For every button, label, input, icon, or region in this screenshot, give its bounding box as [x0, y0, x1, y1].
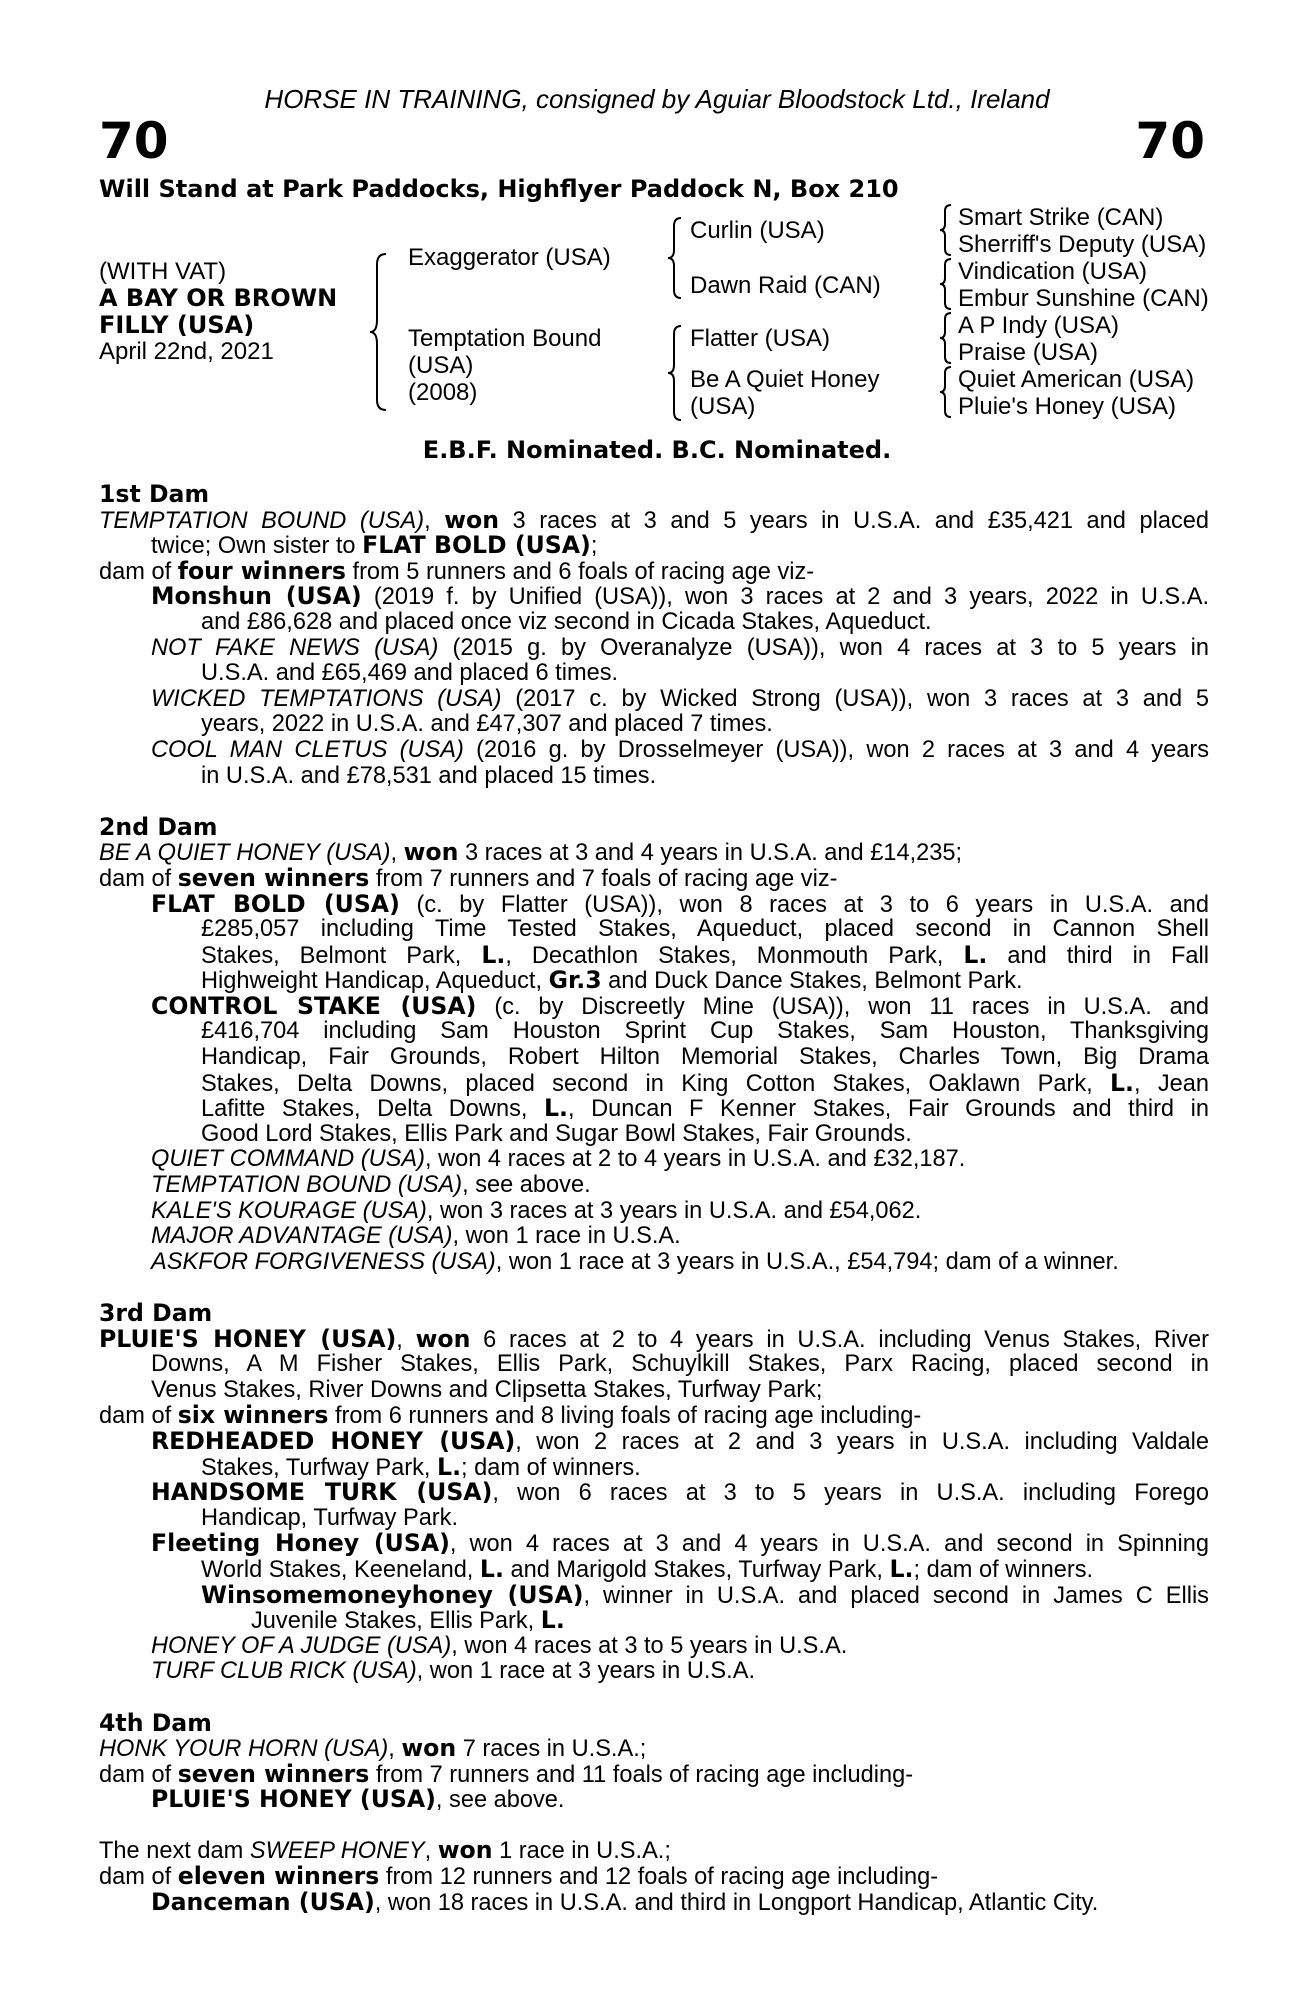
text-run: Lafitte Stakes, Delta Downs,	[201, 1096, 545, 1122]
lot-number-right: 70	[1135, 112, 1205, 170]
text-run: ; dam of winners.	[461, 1454, 641, 1481]
pedigree-g1: Smart Strike (CAN)	[958, 204, 1164, 231]
text-run: (2015 g. by Overanalyze (USA)), won 4 races at 3 to 5 years in	[438, 635, 1209, 661]
text-run: 7 races in U.S.A.;	[456, 1736, 647, 1763]
entry-line	[99, 610, 1209, 636]
text-run: The next dam	[99, 1838, 250, 1865]
second-dam-heading: 2nd Dam	[99, 812, 218, 841]
text-run: ,	[390, 840, 404, 867]
text-run: , won 1 race at 3 years in U.S.A., £54,794; dam of a winner.	[495, 1248, 1119, 1275]
text-run: NOT FAKE NEWS (USA)	[151, 635, 439, 661]
text-run: FLAT BOLD (USA)	[151, 891, 400, 918]
text-run: dam of	[99, 1864, 178, 1891]
text-run: REDHEADED HONEY (USA)	[151, 1428, 516, 1455]
entry-line	[99, 1019, 1209, 1045]
text-run: ,	[424, 507, 445, 534]
text-run: Handicap, Fair Grounds, Robert Hilton Memorial Stakes, Charles Town, Big Drama	[201, 1045, 1209, 1071]
text-run: , see above.	[462, 1172, 591, 1199]
text-run: won	[444, 507, 499, 534]
entry-line	[99, 1224, 1209, 1250]
pedigree-brace-g2	[938, 257, 954, 311]
text-run: L.	[889, 1554, 914, 1583]
foaling-date: April 22nd, 2021	[99, 338, 274, 365]
entry-line	[99, 1554, 1209, 1583]
text-run: L.	[1109, 1070, 1134, 1097]
pedigree-g6: Praise (USA)	[958, 339, 1099, 366]
pedigree-g4: Embur Sunshine (CAN)	[958, 285, 1209, 312]
pedigree-dam-sire: Flatter (USA)	[690, 325, 831, 352]
text-run: Winsomemoneyhoney (USA)	[201, 1582, 584, 1609]
entry-line	[99, 1659, 1209, 1685]
text-run: HONEY OF A JUDGE (USA)	[151, 1632, 452, 1659]
text-run: won	[415, 1326, 471, 1353]
entry-line	[99, 1327, 1209, 1353]
text-run: six winners	[177, 1401, 329, 1430]
entry-line	[99, 661, 1209, 687]
text-run: from 6 runners and 8 living foals of racing age including-	[328, 1403, 922, 1430]
entry-line	[99, 1759, 1209, 1788]
text-run: , won 4 races at 3 and 4 years in U.S.A. and second in Spinning	[449, 1531, 1209, 1557]
first-dam-section	[99, 508, 1209, 790]
text-run: Good Lord Stakes, Ellis Park and Sugar Bowl Stakes, Fair Grounds.	[201, 1120, 912, 1147]
pedigree-sire-sire: Curlin (USA)	[690, 217, 825, 244]
fourth-dam-heading: 4th Dam	[99, 1708, 212, 1737]
pedigree-g3: Vindication (USA)	[958, 258, 1147, 285]
horse-description-line1: A BAY OR BROWN	[99, 284, 338, 312]
entry-line	[99, 1250, 1209, 1276]
pedigree-dam-line3: (2008)	[408, 379, 478, 406]
text-run: £416,704 including Sam Houston Sprint Cup Stakes, Sam Houston, Thanksgiving	[201, 1019, 1209, 1045]
text-run: Downs, A M Fisher Stakes, Ellis Park, Schuylkill Stakes, Parx Racing, placed second in	[151, 1352, 1209, 1378]
entry-line	[99, 943, 1209, 969]
pedigree-brace-dam	[666, 324, 684, 422]
next-dam-section	[99, 1838, 1209, 1915]
text-run: Monshun (USA)	[151, 584, 362, 610]
pedigree-brace-g3	[938, 311, 954, 365]
entry-line	[99, 1480, 1209, 1506]
text-run: CONTROL STAKE (USA)	[151, 993, 477, 1020]
pedigree-dam-line2: (USA)	[408, 352, 474, 379]
text-run: 6 races at 2 to 4 years in U.S.A. including Venus Stakes, River	[470, 1326, 1209, 1353]
pedigree-brace-main	[368, 252, 390, 412]
text-run: four winners	[177, 556, 346, 585]
text-run: in U.S.A. and £78,531 and placed 15 times.	[201, 762, 657, 789]
third-dam-section	[99, 1327, 1209, 1685]
text-run: Gr.3	[548, 966, 602, 995]
entry-line	[99, 1531, 1209, 1557]
text-run: dam of	[99, 865, 178, 892]
entry-line	[99, 1199, 1209, 1225]
text-run: Danceman (USA)	[151, 1887, 375, 1916]
text-run: Fleeting Honey (USA)	[151, 1531, 450, 1557]
entry-line	[99, 1452, 1209, 1481]
text-run: ASKFOR FORGIVENESS (USA)	[151, 1248, 496, 1275]
text-run: ; dam of winners.	[913, 1556, 1094, 1583]
vat-status: (WITH VAT)	[99, 258, 227, 285]
entry-line	[99, 1634, 1209, 1660]
entry-line	[99, 508, 1209, 534]
text-run: , won 4 races at 3 to 5 years in U.S.A.	[451, 1632, 848, 1659]
text-run: COOL MAN CLETUS (USA)	[151, 737, 464, 763]
pedigree-brace-g4	[938, 365, 954, 419]
text-run: seven winners	[177, 1759, 370, 1788]
pedigree-g2: Sherriff's Deputy (USA)	[958, 231, 1207, 258]
text-run: FLAT BOLD (USA)	[362, 531, 591, 560]
text-run: 3 races at 3 and 5 years in U.S.A. and £35,421 and placed	[499, 507, 1209, 534]
text-run: from 12 runners and 12 foals of racing age including-	[379, 1864, 939, 1891]
text-run: MAJOR ADVANTAGE (USA)	[151, 1223, 453, 1250]
text-run: ,	[388, 1736, 402, 1763]
entry-line	[99, 863, 1209, 892]
text-run: TEMPTATION BOUND (USA)	[151, 1172, 463, 1199]
text-run: HONK YOUR HORN (USA)	[99, 1736, 389, 1763]
text-run: , won 18 races in U.S.A. and third in Longport Handicap, Atlantic City.	[374, 1889, 1099, 1916]
text-run: twice; Own sister to	[151, 533, 363, 560]
text-run: , won 3 races at 3 years in U.S.A. and £54,062.	[426, 1197, 922, 1224]
text-run: from 5 runners and 6 foals of racing age viz-	[345, 558, 815, 585]
text-run: dam of	[99, 558, 178, 585]
text-run: , won 1 race in U.S.A.	[452, 1223, 681, 1250]
stand-location: Will Stand at Park Paddocks, Highflyer Paddock N, Box 210	[99, 175, 899, 203]
text-run: 1 race in U.S.A.;	[492, 1838, 671, 1865]
text-run: ,	[424, 1838, 438, 1865]
text-run: and third in Fall	[987, 942, 1209, 969]
text-run: dam of	[99, 1761, 178, 1788]
text-run: L.	[479, 1554, 504, 1583]
nominations: E.B.F. Nominated. B.C. Nominated.	[422, 436, 892, 464]
text-run: L.	[963, 942, 988, 969]
text-run: eleven winners	[177, 1862, 380, 1891]
text-run: , won 6 races at 3 to 5 years in U.S.A. including Forego	[492, 1480, 1209, 1506]
text-run: from 7 runners and 7 foals of racing age viz-	[369, 865, 838, 892]
text-run: (2019 f. by Unified (USA)), won 3 races at 2 and 3 years, 2022 in U.S.A.	[361, 584, 1209, 610]
text-run: £285,057 including Time Tested Stakes, Aqueduct, placed second in Cannon Shell	[201, 917, 1209, 943]
text-run: , won 2 races at 2 and 3 years in U.S.A. including Valdale	[515, 1428, 1209, 1455]
entry-line	[99, 738, 1209, 764]
entry-line	[99, 1071, 1209, 1097]
text-run: (2016 g. by Drosselmeyer (USA)), won 2 races at 3 and 4 years	[463, 737, 1209, 763]
text-run: BE A QUIET HONEY (USA)	[99, 840, 391, 867]
text-run: Stakes, Turfway Park,	[201, 1454, 438, 1481]
pedigree-g5: A P Indy (USA)	[958, 312, 1119, 339]
entry-line	[99, 1045, 1209, 1071]
text-run: ;	[590, 533, 598, 560]
entry-line	[99, 917, 1209, 943]
text-run: , winner in U.S.A. and placed second in James C Ellis	[583, 1582, 1209, 1609]
text-run: , won 4 races at 2 to 4 years in U.S.A. and £32,187.	[424, 1146, 966, 1173]
entry-line	[99, 556, 1209, 585]
text-run: ,	[396, 1326, 416, 1353]
pedigree-dam-dam-line1: Be A Quiet Honey	[690, 366, 880, 393]
text-run: Highweight Handicap, Aqueduct,	[201, 968, 549, 995]
pedigree-brace-g1	[938, 203, 954, 257]
text-run: (c. by Flatter (USA)), won 8 races at 3 to 6 years in U.S.A. and	[399, 891, 1209, 918]
entry-line	[99, 584, 1209, 610]
text-run: QUIET COMMAND (USA)	[151, 1146, 425, 1173]
text-run: U.S.A. and £65,469 and placed 6 times.	[201, 660, 619, 687]
text-run: PLUIE'S HONEY (USA)	[151, 1785, 436, 1814]
text-run: , Jean	[1133, 1070, 1209, 1097]
entry-line	[99, 1378, 1209, 1404]
pedigree-sire: Exaggerator (USA)	[408, 244, 611, 271]
text-run: L.	[437, 1452, 462, 1481]
text-run: , see above.	[435, 1787, 565, 1814]
entry-line	[99, 533, 1209, 559]
first-dam-heading: 1st Dam	[99, 480, 210, 508]
text-run: Juvenile Stakes, Ellis Park,	[251, 1608, 541, 1635]
entry-line	[99, 1096, 1209, 1122]
text-run: won	[403, 838, 459, 867]
pedigree-dam-line1: Temptation Bound	[408, 325, 602, 352]
entry-line	[99, 1864, 1209, 1890]
entry-line	[99, 892, 1209, 918]
text-run: Stakes, Belmont Park,	[201, 942, 482, 969]
entry-line	[99, 764, 1209, 790]
text-run: Handicap, Turfway Park.	[201, 1504, 459, 1531]
entry-line	[99, 1583, 1209, 1609]
text-run: won	[401, 1734, 457, 1763]
text-run: (2017 c. by Wicked Strong (USA)), won 3 races at 3 and 5	[501, 686, 1209, 712]
consignor-header: HORSE IN TRAINING, consigned by Aguiar Bloodstock Ltd., Ireland	[264, 84, 1050, 114]
text-run: KALE'S KOURAGE (USA)	[151, 1197, 427, 1224]
text-run: WICKED TEMPTATIONS (USA)	[151, 686, 502, 712]
pedigree-sire-dam: Dawn Raid (CAN)	[690, 272, 881, 299]
text-run: years, 2022 in U.S.A. and £47,307 and placed 7 times.	[201, 711, 773, 738]
catalogue-body	[99, 482, 1209, 1915]
pedigree-brace-sire	[666, 216, 684, 300]
text-run: SWEEP HONEY	[249, 1838, 425, 1865]
entry-line	[99, 1403, 1209, 1429]
entry-line	[99, 1838, 1209, 1864]
horse-description-line2: FILLY (USA)	[99, 311, 255, 339]
entry-line	[99, 687, 1209, 713]
text-run: L.	[544, 1096, 569, 1122]
text-run: TEMPTATION BOUND (USA)	[99, 507, 425, 534]
pedigree-g7: Quiet American (USA)	[958, 366, 1195, 393]
third-dam-heading: 3rd Dam	[99, 1299, 213, 1327]
text-run: (c. by Discreetly Mine (USA)), won 11 races in U.S.A. and	[476, 993, 1209, 1020]
fourth-dam-section	[99, 1736, 1209, 1813]
lot-number-left: 70	[99, 112, 169, 170]
entry-line	[99, 1506, 1209, 1532]
text-run: Venus Stakes, River Downs and Clipsetta Stakes, Turfway Park;	[151, 1376, 823, 1403]
pedigree-dam-dam-line2: (USA)	[690, 393, 756, 420]
entry-line	[99, 1429, 1209, 1455]
entry-line	[99, 1887, 1209, 1916]
text-run: dam of	[99, 1403, 178, 1430]
entry-line	[99, 1122, 1209, 1148]
second-dam-section	[99, 840, 1209, 1275]
entry-line	[99, 1787, 1209, 1813]
text-run: World Stakes, Keeneland,	[201, 1556, 480, 1583]
text-run: , Decathlon Stakes, Monmouth Park,	[505, 942, 964, 969]
entry-line	[99, 994, 1209, 1020]
text-run: and Marigold Stakes, Turfway Park,	[503, 1556, 890, 1583]
entry-line	[99, 1352, 1209, 1378]
text-run: seven winners	[177, 863, 370, 892]
entry-line	[99, 1736, 1209, 1762]
text-run: L.	[481, 942, 506, 969]
text-run: and Duck Dance Stakes, Belmont Park.	[601, 968, 1023, 995]
text-run: , Duncan F Kenner Stakes, Fair Grounds and third in	[568, 1096, 1209, 1122]
text-run: 3 races at 3 and 4 years in U.S.A. and £14,235;	[458, 840, 963, 867]
entry-line	[99, 968, 1209, 994]
text-run: HANDSOME TURK (USA)	[151, 1480, 493, 1506]
entry-line	[99, 636, 1209, 662]
entry-line	[99, 712, 1209, 738]
text-run: TURF CLUB RICK (USA)	[151, 1658, 417, 1685]
entry-line	[99, 1147, 1209, 1173]
text-run: won	[437, 1836, 493, 1865]
text-run: , won 1 race at 3 years in U.S.A.	[416, 1658, 756, 1685]
text-run: from 7 runners and 11 foals of racing age including-	[369, 1761, 914, 1788]
text-run: Stakes, Delta Downs, placed second in King Cotton Stakes, Oaklawn Park,	[201, 1070, 1110, 1097]
entry-line	[99, 1608, 1209, 1634]
entry-line	[99, 1173, 1209, 1199]
entry-line	[99, 840, 1209, 866]
pedigree-g8: Pluie's Honey (USA)	[958, 393, 1176, 420]
text-run: and £86,628 and placed once viz second in Cicada Stakes, Aqueduct.	[201, 608, 932, 635]
text-run: PLUIE'S HONEY (USA)	[99, 1326, 397, 1353]
text-run: L.	[540, 1606, 565, 1635]
